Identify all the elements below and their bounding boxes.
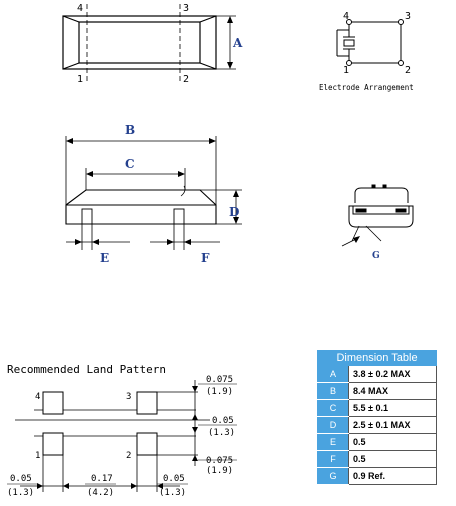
top-pin-3: 3 (183, 3, 190, 14)
row-key: D (318, 417, 349, 434)
land-pattern-title: Recommended Land Pattern (7, 363, 166, 376)
bot-left-in: 0.05 (10, 474, 32, 484)
dimension-table (317, 350, 437, 485)
end-view (342, 185, 413, 246)
row-key: C (318, 400, 349, 417)
bot-right-in: 0.05 (163, 474, 185, 484)
table-row (318, 366, 437, 383)
top-pin-4: 4 (77, 3, 84, 14)
row-value: 0.5 (349, 434, 437, 451)
dimension-table-title: Dimension Table (318, 351, 437, 366)
row-value: 0.5 (349, 451, 437, 468)
table-row (318, 383, 437, 400)
top-pin-2: 2 (183, 74, 190, 85)
top-pin-1: 1 (77, 74, 84, 85)
row-key: G (318, 468, 349, 485)
right-top-in: 0.075 (206, 375, 234, 385)
land-pattern (7, 380, 237, 492)
right-bot-in: 0.075 (206, 456, 234, 466)
right-bot-mm: (1.9) (206, 466, 234, 476)
top-view-inner (79, 22, 200, 63)
dim-d-label: D (229, 205, 240, 219)
top-view (63, 4, 236, 81)
side-view (66, 136, 242, 250)
pad-4 (43, 392, 63, 414)
dim-a-label: A (233, 36, 243, 50)
bot-left-mm: (1.3) (7, 488, 35, 498)
row-key: A (318, 366, 349, 383)
crystal-symbol (344, 40, 354, 46)
top-view-outline (63, 16, 216, 69)
land-pin-1: 1 (35, 451, 41, 461)
pad-1 (43, 433, 63, 455)
elec-pin-1: 1 (343, 65, 350, 76)
dim-g-label: G (372, 251, 380, 261)
row-value: 8.4 MAX (349, 383, 437, 400)
row-value: 3.8 ± 0.2 MAX (349, 366, 437, 383)
elec-pin-4: 4 (343, 11, 350, 22)
dim-c-label: C (125, 157, 135, 171)
electrode-diagram (337, 20, 404, 66)
bot-mid-in: 0.17 (91, 474, 113, 484)
row-value: 0.9 Ref. (349, 468, 437, 485)
right-mid-mm: (1.3) (208, 428, 236, 438)
table-row (318, 417, 437, 434)
elec-pin-3: 3 (405, 11, 412, 22)
row-key: B (318, 383, 349, 400)
bot-mid-mm: (4.2) (87, 488, 115, 498)
pad-2 (137, 433, 157, 455)
dim-e-label: E (100, 251, 110, 265)
right-mid-in: 0.05 (212, 416, 234, 426)
land-pin-4: 4 (35, 392, 41, 402)
elec-pin-2: 2 (405, 65, 412, 76)
land-pin-3: 3 (126, 392, 132, 402)
row-value: 2.5 ± 0.1 MAX (349, 417, 437, 434)
row-key: F (318, 451, 349, 468)
table-row (318, 400, 437, 417)
pad-3 (137, 392, 157, 414)
row-key: E (318, 434, 349, 451)
table-row (318, 451, 437, 468)
bot-right-mm: (1.3) (159, 488, 187, 498)
electrode-caption: Electrode Arrangement (319, 83, 414, 92)
table-row (318, 468, 437, 485)
row-value: 5.5 ± 0.1 (349, 400, 437, 417)
side-view-body (66, 190, 216, 224)
dim-b-label: B (125, 123, 136, 137)
dim-f-label: F (201, 251, 210, 265)
land-pin-2: 2 (126, 451, 132, 461)
table-row (318, 434, 437, 451)
right-top-mm: (1.9) (206, 387, 234, 397)
